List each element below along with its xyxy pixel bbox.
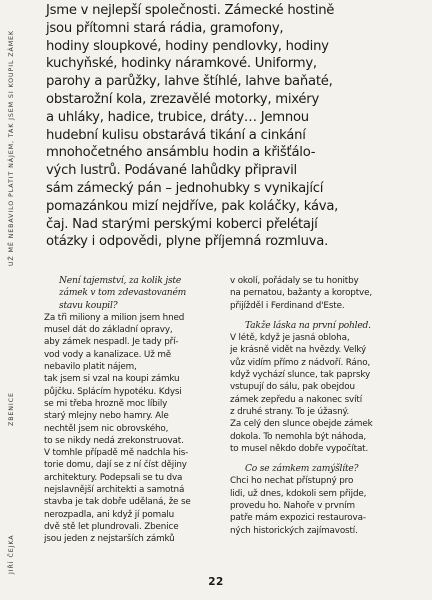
answer-line: tak jsem si vzal na koupi zámku <box>44 374 180 385</box>
answer-line: vstupují do sálu, pak obejdou <box>230 382 355 393</box>
lead-line: vých lustrů. Podávané lahůdky připravil <box>46 163 297 179</box>
answer-line: na pernatou, bažanty a koroptve, <box>230 288 372 299</box>
lead-line: obstarožní kola, zrezavělé motorky, mixéry <box>46 91 319 107</box>
left-column <box>44 275 216 546</box>
running-head <box>3 8 21 578</box>
answer-line: když vychází slunce, tak paprsky <box>230 370 371 381</box>
answer-line: aby zámek nespadl. Je tady pří- <box>44 337 179 348</box>
lead-line: hudební kulisu obstarává tikání a cinkání <box>46 127 306 143</box>
answer-line: nerozpadla, ani když jí pomalu <box>44 509 175 520</box>
lead-line: mnohočetného ansámblu hodin a křišťálo- <box>46 145 316 161</box>
lead-line: jsou přítomni stará rádia, gramofony, <box>46 20 284 36</box>
answer-line: Za tři miliony a milion jsem hned <box>44 312 185 323</box>
right-column <box>230 275 406 537</box>
answer-line: vůz vidím přímo z nádvoří. Ráno, <box>230 357 371 368</box>
answer-line: nebavilo platit nájem, <box>44 362 137 373</box>
interview-question: Takže láska na první pohled. <box>245 320 371 331</box>
answer-line: architektury. Podepsali se tu dva <box>44 472 183 483</box>
page-number: 22 <box>208 576 224 588</box>
answer-line: musel dát do základní opravy, <box>44 325 173 336</box>
interview-question: Co se zámkem zamýšlíte? <box>245 464 359 475</box>
answer-line: nechtěl jsem nic obrovského, <box>44 423 169 434</box>
answer-line: to musel někdo dobře vypočítat. <box>230 443 369 454</box>
answer-line: půjčku. Splácím hypotéku. Kdysi <box>44 386 182 397</box>
lead-line: sám zámecký pán – jednohubky s vynikající <box>46 180 324 196</box>
lead-paragraph <box>46 2 426 251</box>
running-head-place: ZBENICE <box>8 392 15 426</box>
answer-line: V tomhle případě mě nadchla his- <box>44 448 189 459</box>
lead-line: otázky i odpovědi, plyne příjemná rozmluva. <box>46 234 329 250</box>
answer-line: vod vody a kanalizace. Už mě <box>44 349 171 360</box>
answer-line: přijížděl i Ferdinand d'Este. <box>230 300 345 311</box>
running-head-title: UŽ MĚ NEBAVILO PLATIT NÁJEM, TAK JSEM SI KOUPIL ZÁMEK <box>8 30 15 266</box>
interview-question: Není tajemství, za kolik jste <box>59 276 182 286</box>
lead-text <box>46 2 426 251</box>
lead-line: pomazánkou mizí nejdříve, pak koláčky, káva, <box>46 198 339 214</box>
paragraph-gap <box>230 312 406 320</box>
lead-line: parohy a parůžky, lahve štíhlé, lahve baňaté, <box>46 74 333 90</box>
answer-line: je krásně vidět na hvězdy. Velký <box>230 345 367 356</box>
answer-line: torie domu, dají se z ní číst dějiny <box>44 460 187 471</box>
lead-line: čaj. Nad starými perskými koberci přelétají <box>46 216 318 232</box>
answer-line: nejslavnější architekti a samotná <box>44 485 185 496</box>
answer-line: se mi třeba hrozně moc líbily <box>44 398 168 409</box>
answer-line: patře mám expozici restaurova- <box>230 513 366 524</box>
answer-line: jsou jeden z nejstarších zámků <box>44 534 175 545</box>
answer-line: Za celý den slunce obejde zámek <box>230 419 373 430</box>
answer-line: v okolí, pořádaly se tu honitby <box>230 276 359 286</box>
running-head-author: JIŘÍ ČEJKA <box>8 534 15 574</box>
answer-line: zámek zepředu a nakonec svítí <box>230 394 362 405</box>
answer-line: stavba je tak dobře udělaná, že se <box>44 497 191 508</box>
answer-line: dvě stě let plundrovali. Zbenice <box>44 521 179 532</box>
answer-line: provedu ho. Nahoře v prvním <box>230 501 355 512</box>
answer-line: Chci ho nechat přístupný pro <box>230 476 354 487</box>
paragraph-gap <box>230 455 406 463</box>
answer-line: V létě, když je jasná obloha, <box>230 333 350 344</box>
answer-line: dokola. To nemohla být náhoda, <box>230 431 366 442</box>
answer-line: starý mlejny nebo hamry. Ale <box>44 411 169 422</box>
interview-question: zámek v tom zdevastovaném <box>59 288 187 299</box>
lead-line: Jsme v nejlepší společnosti. Zámecké hostině <box>46 3 335 18</box>
lead-line: kuchyňské, hodinky náramkové. Uniformy, <box>46 56 317 72</box>
interview-question: stavu koupil? <box>59 300 118 311</box>
answer-line: ných historických zajímavostí. <box>230 525 358 536</box>
answer-line: lidi, už dnes, kdokoli sem přijde, <box>230 488 367 499</box>
answer-line: z druhé strany. To je úžasný. <box>230 406 349 417</box>
lead-line: a uhláky, hadice, trubice, dráty… Jemnou <box>46 109 309 125</box>
lead-line: hodiny sloupkové, hodiny pendlovky, hodiny <box>46 38 329 54</box>
answer-line: to se nikdy nedá zrekonstruovat. <box>44 435 184 446</box>
